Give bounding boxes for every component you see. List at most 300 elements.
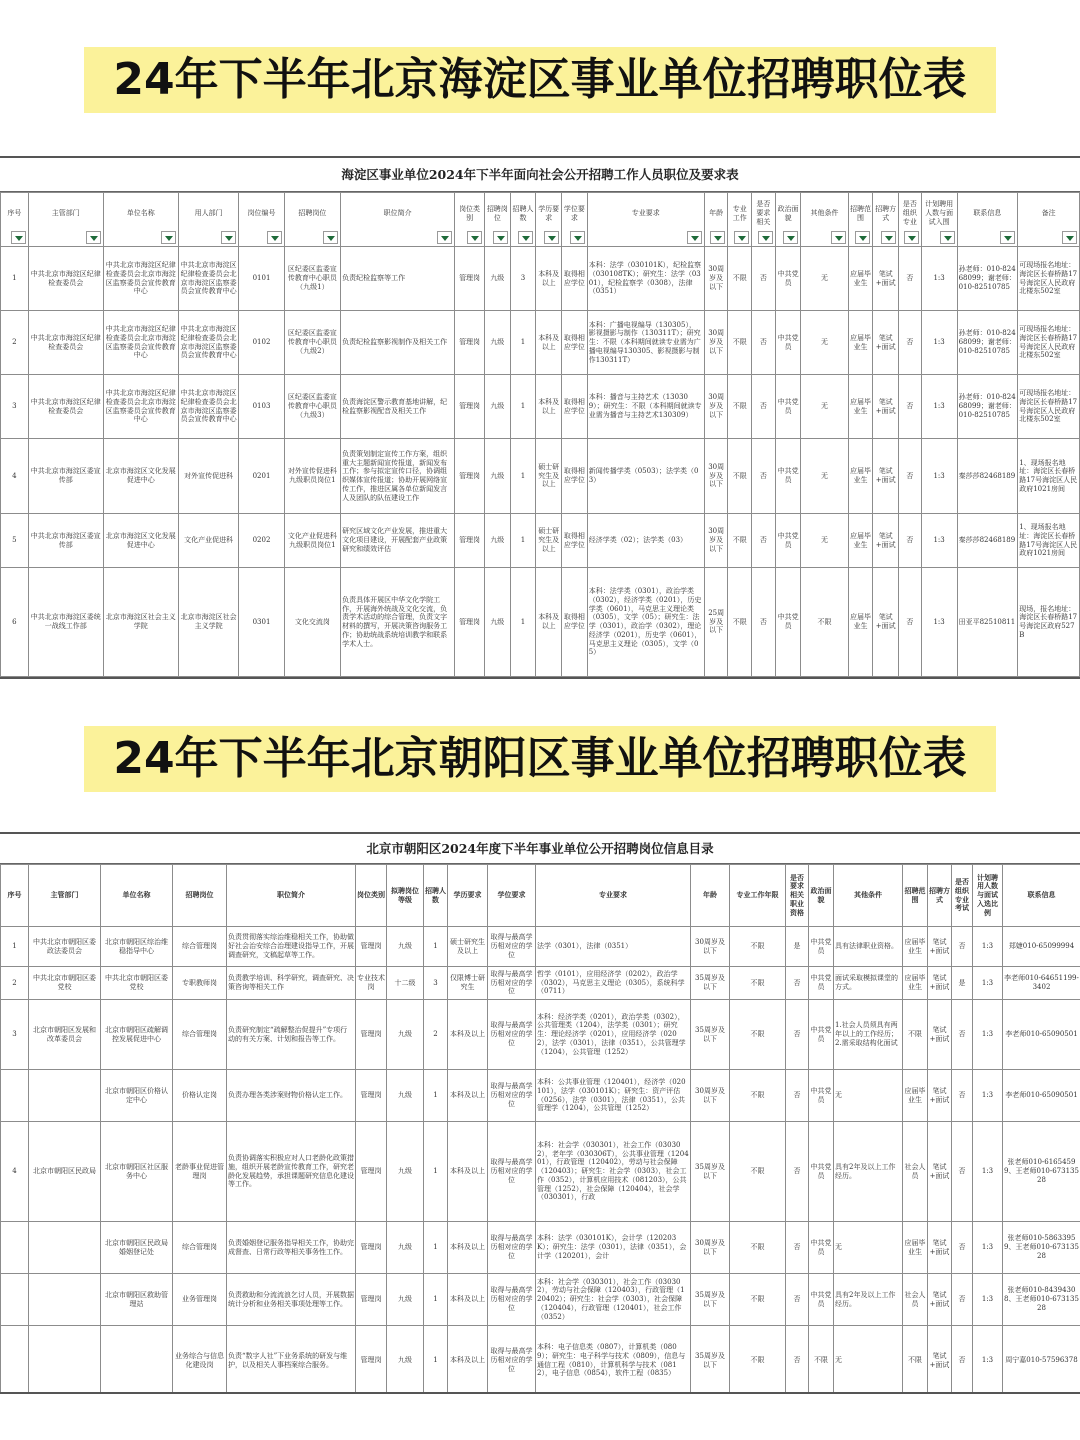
table-cell: 1 (510, 514, 536, 568)
table-cell: 北京市朝阳区民政局 (29, 1122, 101, 1222)
table-row (1, 375, 1080, 439)
table-cell: 30周岁及以下 (704, 247, 728, 311)
table-cell: 应届毕业生 (903, 927, 928, 967)
table-cell: 30周岁及以下 (704, 514, 728, 568)
column-header (873, 193, 899, 247)
table-cell: 中共北京市海淀区纪律检查委员会北京市海淀区监察委员会宣传教育中心 (103, 247, 178, 311)
table-cell: 无 (801, 311, 848, 375)
column-header: 专业要求 (536, 865, 691, 927)
table-cell: 1:3 (973, 967, 1003, 1000)
table-cell: 具有2年及以上工作经历。 (834, 1274, 903, 1326)
table-cell: 北京市海淀区文化发展促进中心 (103, 514, 178, 568)
table-cell: 35周岁及以下 (691, 1274, 730, 1326)
filter-dropdown-icon[interactable] (544, 231, 559, 244)
table-cell: 本科：广播电视编导（130305），影视摄影与制作（130311T）；研究生：不限（本科期间就读专业需为广播电视编导130305、影视摄影与制作130311T） (587, 311, 704, 375)
table-cell: 老龄事业促进管理岗 (173, 1122, 227, 1222)
table-cell: 具有法律职业资格。 (834, 927, 903, 967)
table-cell: 1:3 (921, 375, 957, 439)
column-header: 其他条件 (834, 865, 903, 927)
column-header (587, 193, 704, 247)
table-cell: 否 (752, 439, 776, 514)
table-cell: 管理岗 (356, 927, 387, 967)
table-cell: 李老师010-65090501 (1003, 1070, 1080, 1122)
table-cell: 社会人员 (903, 1274, 928, 1326)
table-cell: 否 (786, 1000, 809, 1070)
table-cell: 1、现场报名地址：海淀区长春桥路17号海淀区人民政府1021房间 (1018, 439, 1080, 514)
table-cell: 笔试+面试 (928, 1070, 952, 1122)
column-header-label: 用人部门 (194, 209, 223, 218)
table-cell: 1 (510, 439, 536, 514)
column-header: 拟聘岗位等级 (387, 865, 424, 927)
table-cell: 1 (424, 1326, 448, 1395)
table-cell: 九级 (387, 1122, 424, 1222)
table-cell: 35周岁及以下 (691, 1326, 730, 1395)
table-cell: 3 (1, 375, 29, 439)
column-header (921, 193, 957, 247)
table-cell: 本科：公共事业管理（120401），经济学（020101），法学（030101K）；研究生：资产评估（0256），法学（0301），法律（0351），公共管理学（1204），公共管理（1252） (536, 1070, 691, 1122)
filter-dropdown-icon[interactable] (687, 231, 702, 244)
table-row (1, 311, 1080, 375)
filter-dropdown-icon[interactable] (11, 231, 26, 244)
table-cell: 张老师010-58633959、王老师010-67313528 (1003, 1222, 1080, 1274)
filter-dropdown-icon[interactable] (855, 231, 870, 244)
table-cell: 应届毕业生 (848, 439, 873, 514)
table-cell: 郑婕010-65099994 (1003, 927, 1080, 967)
table-cell: 否 (899, 439, 922, 514)
table-cell: 不限 (730, 1000, 786, 1070)
column-header-label: 计划聘用人数与面试入围 (925, 200, 954, 226)
filter-dropdown-icon[interactable] (881, 231, 896, 244)
table-cell: 田亚平82510811 (957, 568, 1018, 677)
table-cell: 无 (801, 247, 848, 311)
table-cell: 35周岁及以下 (691, 1122, 730, 1222)
table-cell: 管理岗 (356, 1274, 387, 1326)
table-cell: 本科及以上 (448, 1000, 488, 1070)
table-cell: 笔试+面试 (873, 311, 899, 375)
filter-dropdown-icon[interactable] (904, 231, 919, 244)
table-cell: 具有2年及以上工作经历。 (834, 1122, 903, 1222)
table-cell: 本科：社会学（030301），社会工作（030302），劳动与社会保障（120403），行政管理（120402）；研究生：社会学（0303），社会保障（120404），行政管理（120401），社会工作（0352） (536, 1274, 691, 1326)
table-cell: 3 (1, 1000, 29, 1070)
filter-dropdown-icon[interactable] (221, 231, 236, 244)
table-cell: 30周岁及以下 (704, 311, 728, 375)
column-header-label: 招聘岗位 (486, 204, 508, 222)
table-cell: 否 (952, 1222, 973, 1274)
haidian-position-sheet (0, 156, 1080, 679)
column-header: 专业工作年限 (730, 865, 786, 927)
table-cell: 九级 (484, 439, 510, 514)
table-cell: 1:3 (973, 1274, 1003, 1326)
table-cell: 中共党员 (809, 927, 834, 967)
table-cell: 本科：电子信息类（0807），计算机类（0809）；研究生：电子科学与技术（0809），信息与通信工程（0810），计算机科学与技术（0812），电子信息（0854），软件工程（0835） (536, 1326, 691, 1395)
table-cell: 新闻传播学类（0503）；法学类（03） (587, 439, 704, 514)
table-cell: 负责研究制定“疏解整治促提升”专项行动的有关方案、计划和报告等工作。 (227, 1000, 356, 1070)
column-header (957, 193, 1018, 247)
table-row (1, 439, 1080, 514)
table-cell: 不限 (728, 439, 752, 514)
table-cell: 应届毕业生 (848, 568, 873, 677)
filter-dropdown-icon[interactable] (570, 231, 585, 244)
table-cell: 现场，报名地址：海淀区长春桥路17号海淀区政府527B (1018, 568, 1080, 677)
table-cell: 中共北京市朝阳区委党校 (101, 967, 173, 1000)
table-cell: 不限 (728, 247, 752, 311)
table-cell (29, 1326, 101, 1395)
table-cell: 0201 (239, 439, 284, 514)
haidian-banner-title: 24年下半年北京海淀区事业单位招聘职位表 (84, 47, 996, 113)
chaoyang-banner-title: 24年下半年北京朝阳区事业单位招聘职位表 (84, 726, 996, 792)
table-cell: 综合管理岗 (173, 1000, 227, 1070)
table-cell: 应届毕业生 (848, 375, 873, 439)
table-cell: 中共北京市海淀区纪律检查委员会北京市海淀区监察委员会宣传教育中心 (178, 375, 239, 439)
table-cell: 否 (786, 1326, 809, 1395)
table-cell: 九级 (387, 1326, 424, 1395)
table-row (1, 1070, 1080, 1122)
table-cell: 否 (752, 514, 776, 568)
haidian-sheet-title: 海淀区事业单位2024年下半年面向社会公开招聘工作人员职位及要求表 (0, 158, 1080, 192)
table-cell: 本科：法学（030101K），会计学（120203K）；研究生：法学（0301），法律（0351），会计学（120201），会计 (536, 1222, 691, 1274)
table-cell: 1 (424, 1070, 448, 1122)
table-cell: 2 (1, 311, 29, 375)
table-cell: 否 (899, 568, 922, 677)
table-cell: 管理岗 (455, 568, 485, 677)
table-cell: 不限 (903, 1326, 928, 1395)
table-row (1, 247, 1080, 311)
table-cell: 本科：经济学类（0201），政治学类（0302），公共管理类（1204），法学类（0301）；研究生：理论经济学（0201），应用经济学（0202），法学（0301），法律（0351），公共管理学（1204），公共管理（1252） (536, 1000, 691, 1070)
table-cell (1, 1274, 29, 1326)
table-cell: 取得与最高学历相对应的学位 (488, 1000, 536, 1070)
filter-dropdown-icon[interactable] (783, 231, 798, 244)
filter-dropdown-icon[interactable] (710, 231, 725, 244)
table-cell: 否 (786, 1122, 809, 1222)
filter-dropdown-icon[interactable] (831, 231, 846, 244)
table-cell: 应届毕业生 (848, 247, 873, 311)
table-cell: 1 (510, 568, 536, 677)
table-cell: 4 (1, 1122, 29, 1222)
table-cell: 不限 (730, 1326, 786, 1395)
table-cell: 1:3 (973, 927, 1003, 967)
table-cell: 本科：法学类（0301），政治学类（0302），经济学类（0201），历史学类（0601），马克思主义理论类（0305），文学（05）；研究生：法学（0301），政治学（0302），理论经济学（0201），历史学（0601），马克思主义理论（0305），文学（05） (587, 568, 704, 677)
column-header: 学位要求 (488, 865, 536, 927)
table-cell: 本科及以上 (448, 1326, 488, 1395)
table-cell: 李老师010-64651199-3402 (1003, 967, 1080, 1000)
table-cell: 1 (424, 927, 448, 967)
table-cell: 取得相应学位 (562, 247, 588, 311)
column-header (484, 193, 510, 247)
table-cell: 专业技术岗 (356, 967, 387, 1000)
table-cell: 北京市海淀区文化发展促进中心 (103, 439, 178, 514)
table-cell: 北京市海淀区社会主义学院 (103, 568, 178, 677)
column-header-label: 岗位编号 (247, 209, 276, 218)
table-cell: 可现场报名地址：海淀区长春桥路17号海淀区人民政府北楼东502室 (1018, 247, 1080, 311)
table-cell (1, 1222, 29, 1274)
table-cell: 中共北京市海淀区纪律检查委员会 (28, 247, 103, 311)
table-cell: 北京市朝阳区发展和改革委员会 (29, 1000, 101, 1070)
filter-dropdown-icon[interactable] (1062, 231, 1077, 244)
table-cell: 1 (424, 1222, 448, 1274)
table-cell: 1 (424, 1122, 448, 1222)
table-cell: 文化交流岗 (284, 568, 341, 677)
filter-dropdown-icon[interactable] (86, 231, 101, 244)
filter-dropdown-icon[interactable] (758, 231, 773, 244)
table-cell: 不限 (730, 1070, 786, 1122)
table-cell: 本科及以上 (448, 1274, 488, 1326)
chaoyang-position-table (0, 864, 1080, 1394)
filter-dropdown-icon[interactable] (161, 231, 176, 244)
table-cell: 九级 (387, 1222, 424, 1274)
table-cell: 业务综合与信息化建设岗 (173, 1326, 227, 1395)
table-cell: 中共党员 (809, 1000, 834, 1070)
table-cell: 否 (899, 375, 922, 439)
table-cell: 管理岗 (455, 311, 485, 375)
table-row (1, 1000, 1080, 1070)
table-row (1, 1122, 1080, 1222)
table-cell: 中共北京市朝阳区委政法委员会 (29, 927, 101, 967)
table-cell: 否 (952, 1274, 973, 1326)
table-cell: 九级 (387, 1000, 424, 1070)
table-cell: 北京市朝阳区救助管理站 (101, 1274, 173, 1326)
table-cell: 取得与最高学历相对应的学位 (488, 967, 536, 1000)
table-cell: 否 (786, 1274, 809, 1326)
table-cell: 笔试+面试 (928, 1122, 952, 1222)
table-cell: 区纪委区监委宣传教育中心职员（九级3） (284, 375, 341, 439)
table-cell: 0103 (239, 375, 284, 439)
column-header-label: 职位简介 (383, 209, 412, 218)
table-cell: 秦莎莎82468189 (957, 439, 1018, 514)
column-header: 联系信息 (1003, 865, 1080, 927)
table-row (1, 967, 1080, 1000)
table-cell: 九级 (387, 1070, 424, 1122)
table-cell: 张老师010-84394308、王老师010-67313528 (1003, 1274, 1080, 1326)
column-header: 单位名称 (101, 865, 173, 927)
chaoyang-sheet-title: 北京市朝阳区2024年度下半年事业单位公开招聘岗位信息目录 (0, 834, 1080, 864)
column-header-label: 是否要求相关 (756, 200, 771, 226)
table-cell: 3 (424, 967, 448, 1000)
filter-dropdown-icon[interactable] (940, 231, 955, 244)
table-cell: 北京市朝阳区民政局婚姻登记处 (101, 1222, 173, 1274)
table-cell: 无 (801, 439, 848, 514)
table-header-row (1, 865, 1080, 927)
table-cell: 否 (952, 1000, 973, 1070)
table-cell: 负责办理各类涉案财物价格认定工作。 (227, 1070, 356, 1122)
table-cell: 笔试+面试 (928, 1326, 952, 1395)
filter-dropdown-icon[interactable] (467, 231, 482, 244)
table-cell: 中共北京市海淀区纪律检查委员会 (28, 375, 103, 439)
table-cell: 负责海淀区警示教育基地讲解，纪检监察影视配音及相关工作 (341, 375, 455, 439)
haidian-position-table (0, 192, 1080, 677)
column-header (1018, 193, 1080, 247)
table-cell: 综合管理岗 (173, 1222, 227, 1274)
table-cell: 本科及以上 (448, 1122, 488, 1222)
table-cell: 不限 (728, 375, 752, 439)
column-header-label: 联系信息 (973, 209, 1002, 218)
table-cell: 0102 (239, 311, 284, 375)
table-row (1, 1326, 1080, 1395)
table-cell: 否 (952, 1326, 973, 1395)
column-header: 招聘方式 (928, 865, 952, 927)
column-header-label: 专业工作 (732, 204, 747, 222)
table-cell: 1:3 (921, 247, 957, 311)
table-cell: 管理岗 (455, 439, 485, 514)
table-cell: 本科：法学（030101K），纪检监察（030108TK）；研究生：法学（0301），纪检监察学（0308），法律（0351） (587, 247, 704, 311)
column-header (341, 193, 455, 247)
column-header (704, 193, 728, 247)
table-cell: 不限 (809, 1326, 834, 1395)
table-cell: 中共党员 (809, 1122, 834, 1222)
table-cell: 本科及以上 (536, 247, 562, 311)
table-cell: 笔试+面试 (928, 967, 952, 1000)
table-cell: 取得相应学位 (562, 375, 588, 439)
table-cell: 0202 (239, 514, 284, 568)
table-cell: 取得相应学位 (562, 311, 588, 375)
table-cell: 不限 (730, 927, 786, 967)
table-cell: 本科：播音与主持艺术（130309）；研究生：不限（本科期间就读专业需为播音与主持艺术130309） (587, 375, 704, 439)
table-cell: 笔试+面试 (873, 568, 899, 677)
table-cell: 九级 (387, 927, 424, 967)
table-cell: 硕士研究生及以上 (536, 514, 562, 568)
table-cell: 1:3 (973, 1326, 1003, 1395)
column-header (562, 193, 588, 247)
table-cell: 不限 (903, 1000, 928, 1070)
table-cell: 中共北京市海淀区委宣传部 (28, 439, 103, 514)
table-cell: 6 (1, 568, 29, 677)
table-cell: 否 (786, 1070, 809, 1122)
chaoyang-position-sheet (0, 832, 1080, 1394)
column-header: 招聘人数 (424, 865, 448, 927)
table-cell: 文化产业促进科 (178, 514, 239, 568)
table-cell: 区纪委区监委宣传教育中心职员（九级1） (284, 247, 341, 311)
column-header-label: 单位名称 (126, 209, 155, 218)
table-cell: 1.社会人员须具有两年以上的工作经历；2.需采取结构化面试 (834, 1000, 903, 1070)
table-cell: 无 (801, 514, 848, 568)
table-cell (1, 1070, 29, 1122)
table-cell: 否 (752, 375, 776, 439)
column-header-label: 招聘范围 (850, 204, 872, 222)
table-cell: 区纪委区监委宣传教育中心职员（九级2） (284, 311, 341, 375)
table-cell: 北京市海淀区社会主义学院 (178, 568, 239, 677)
table-cell: 周宁嘉010-57596378 (1003, 1326, 1080, 1395)
table-cell: 笔试+面试 (873, 514, 899, 568)
table-cell: 负责贯彻落实综治维稳相关工作，协助做好社会治安综合治理建设指导工作，开展调查研究，文稿起草等工作。 (227, 927, 356, 967)
table-cell: 负责纪检监察影视制作及相关工作 (341, 311, 455, 375)
table-cell: 中共北京市海淀区纪律检查委员会北京市海淀区监察委员会宣传教育中心 (103, 375, 178, 439)
table-cell: 对外宣传促进科 (178, 439, 239, 514)
table-cell: 取得与最高学历相对应的学位 (488, 927, 536, 967)
filter-dropdown-icon[interactable] (734, 231, 749, 244)
column-header (103, 193, 178, 247)
table-cell: 张老师010-61654599、王老师010-67313528 (1003, 1122, 1080, 1222)
table-cell: 管理岗 (356, 1222, 387, 1274)
table-cell: 否 (899, 247, 922, 311)
column-header: 学历要求 (448, 865, 488, 927)
filter-dropdown-icon[interactable] (267, 231, 282, 244)
table-cell: 不限 (728, 311, 752, 375)
table-cell: 取得与最高学历相对应的学位 (488, 1070, 536, 1122)
table-cell: 中共北京市海淀区纪律检查委员会北京市海淀区监察委员会宣传教育中心 (103, 311, 178, 375)
table-cell: 负责具体开展区中华文化学院工作，开展海外统战及文化交流，负责学术活动的综合管理，负责文字材料的撰写，开展决策咨询服务工作；协助统战系统培训教学和联系学术人士。 (341, 568, 455, 677)
table-cell: 管理岗 (356, 1070, 387, 1122)
column-header (536, 193, 562, 247)
table-cell: 1:3 (921, 311, 957, 375)
table-cell: 应届毕业生 (848, 311, 873, 375)
table-cell: 中共北京市海淀区委统一战线工作部 (28, 568, 103, 677)
filter-dropdown-icon[interactable] (518, 231, 533, 244)
column-header (728, 193, 752, 247)
column-header: 岗位类别 (356, 865, 387, 927)
column-header-label: 年龄 (709, 209, 724, 218)
filter-dropdown-icon[interactable] (493, 231, 508, 244)
table-cell: 1:3 (921, 568, 957, 677)
table-cell: 不限 (730, 1222, 786, 1274)
table-cell: 1:3 (973, 1122, 1003, 1222)
table-cell: 对外宣传促进科九级职员岗位1 (284, 439, 341, 514)
table-cell: 笔试+面试 (928, 927, 952, 967)
table-cell: 九级 (387, 1274, 424, 1326)
table-cell: 法学（0301），法律（0351） (536, 927, 691, 967)
column-header-label: 学位要求 (563, 204, 585, 222)
table-cell: 不限 (730, 967, 786, 1000)
table-cell: 负责协调落实积极应对人口老龄化政策措施，组织开展老龄宣传教育工作，研究老龄化发展趋势，承担课题研究信息化建设等工作。 (227, 1122, 356, 1222)
table-cell: 孙老师：010-82468099；谢老师：010-82510785 (957, 311, 1018, 375)
table-cell: 北京市朝阳区疏解调控发展促进中心 (101, 1000, 173, 1070)
table-cell: 九级 (484, 311, 510, 375)
table-cell: 无 (834, 1222, 903, 1274)
table-cell: 1 (1, 927, 29, 967)
column-header-label: 专业要求 (631, 209, 660, 218)
table-cell: 管理岗 (455, 247, 485, 311)
table-cell: 综合管理岗 (173, 927, 227, 967)
table-cell: 30周岁及以下 (691, 1222, 730, 1274)
table-cell: 是 (952, 967, 973, 1000)
table-cell: 1:3 (921, 514, 957, 568)
filter-dropdown-icon[interactable] (437, 231, 452, 244)
table-row (1, 927, 1080, 967)
column-header-label: 其他条件 (810, 209, 839, 218)
table-cell: 无 (834, 1070, 903, 1122)
table-cell (101, 1326, 173, 1395)
table-cell: 3 (510, 247, 536, 311)
table-cell: 中共北京市朝阳区委党校 (29, 967, 101, 1000)
filter-dropdown-icon[interactable] (323, 231, 338, 244)
table-cell: 文化产业促进科九级职员岗位1 (284, 514, 341, 568)
column-header: 主管部门 (29, 865, 101, 927)
table-cell: 中共党员 (775, 568, 801, 677)
table-cell: 中共党员 (775, 247, 801, 311)
filter-dropdown-icon[interactable] (1000, 231, 1015, 244)
table-cell: 可现场报名地址：海淀区长春桥路17号海淀区人民政府北楼东502室 (1018, 311, 1080, 375)
table-cell: 九级 (484, 375, 510, 439)
table-cell: 十二级 (387, 967, 424, 1000)
table-cell: 北京市朝阳区社区服务中心 (101, 1122, 173, 1222)
column-header-label: 政治面貌 (777, 204, 799, 222)
table-cell: 无 (834, 1326, 903, 1395)
column-header: 招聘岗位 (173, 865, 227, 927)
table-cell: 九级 (484, 247, 510, 311)
column-header-label: 序号 (7, 209, 22, 218)
table-cell: 管理岗 (356, 1122, 387, 1222)
column-header (510, 193, 536, 247)
table-cell: 笔试+面试 (928, 1222, 952, 1274)
table-cell: 中共北京市海淀区纪律检查委员会北京市海淀区监察委员会宣传教育中心 (178, 247, 239, 311)
table-cell: 取得相应学位 (562, 514, 588, 568)
column-header: 序号 (1, 865, 29, 927)
column-header: 是否组织专业考试 (952, 865, 973, 927)
table-cell: 孙老师：010-82468099；谢老师：010-82510785 (957, 247, 1018, 311)
table-cell: 4 (1, 439, 29, 514)
table-cell: 取得与最高学历相对应的学位 (488, 1222, 536, 1274)
table-cell: 中共北京市海淀区纪律检查委员会 (28, 311, 103, 375)
table-cell: 1、现场报名地址：海淀区长春桥路17号海淀区人民政府1021房间 (1018, 514, 1080, 568)
table-cell (1, 1326, 29, 1395)
